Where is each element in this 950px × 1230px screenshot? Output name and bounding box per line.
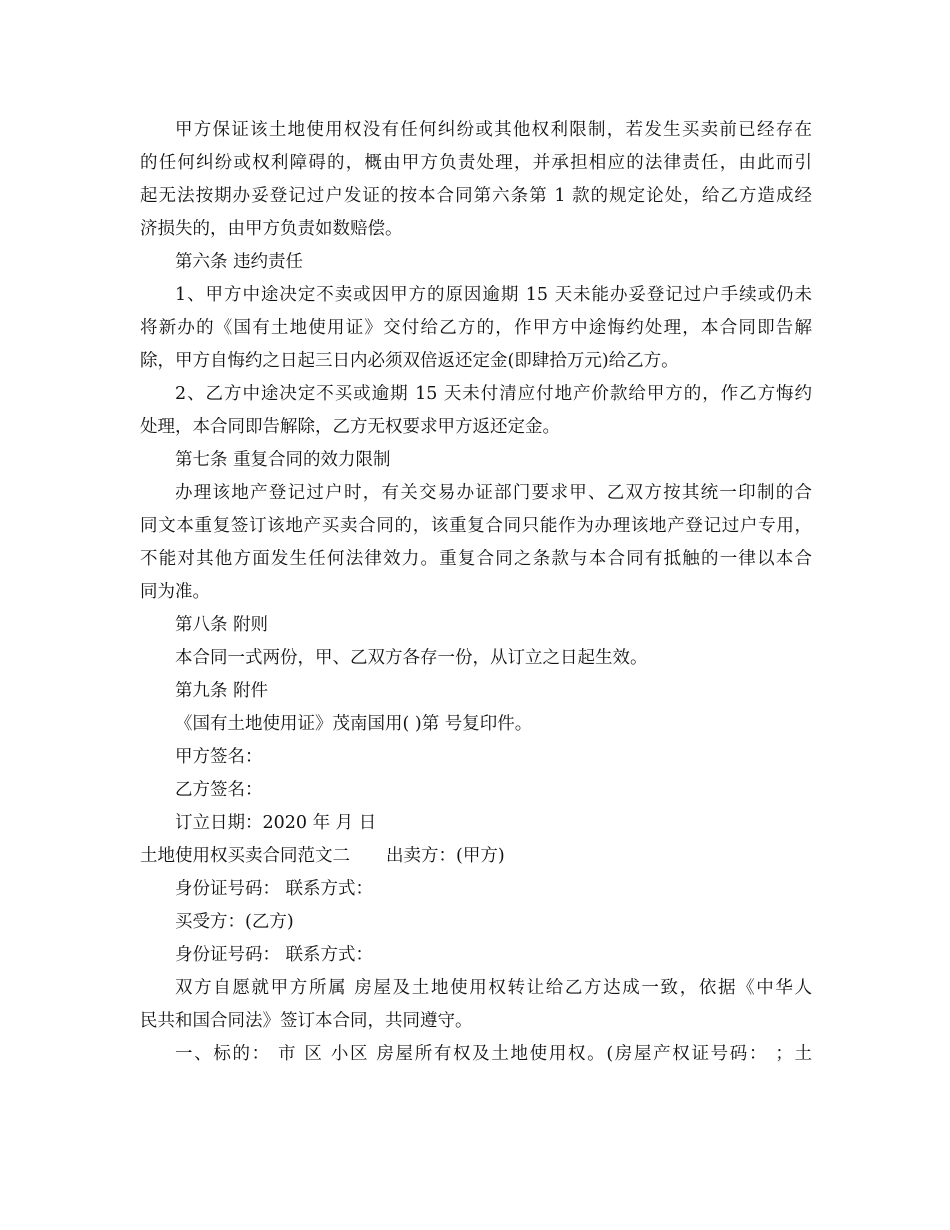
paragraph-line: 将新办的《国有土地使用证》交付给乙方的，作甲方中途悔约处理，本合同即告解 [140, 318, 812, 338]
paragraph-line: 不能对其他方面发生任何法律效力。重复合同之条款与本合同有抵触的一律以本合 [140, 549, 812, 569]
paragraph-line: 身份证号码： 联系方式： [175, 879, 374, 899]
paragraph-line: 处理，本合同即告解除，乙方无权要求甲方返还定金。 [140, 417, 560, 437]
section-heading: 第九条 附件 [175, 681, 269, 701]
paragraph-line: 同文本重复签订该地产买卖合同的，该重复合同只能作为办理该地产登记过户专用， [140, 516, 812, 536]
paragraph-line: 《国有土地使用证》茂南国用( )第 号复印件。 [175, 714, 533, 734]
section-heading: 第六条 违约责任 [175, 252, 304, 272]
signature-line: 乙方签名： [175, 780, 263, 800]
paragraph-line: 同为准。 [140, 582, 210, 602]
paragraph-line: 身份证号码： 联系方式： [175, 945, 374, 965]
paragraph-line: 1、甲方中途决定不卖或因甲方的原因逾期 15 天未能办妥登记过户手续或仍未 [175, 285, 812, 305]
paragraph-line: 2、乙方中途决定不买或逾期 15 天未付清应付地产价款给甲方的，作乙方悔约 [175, 384, 812, 404]
paragraph-line: 的任何纠纷或权利障碍的，概由甲方负责处理，并承担相应的法律责任，由此而引 [140, 153, 812, 173]
paragraph-line: 甲方保证该土地使用权没有任何纠纷或其他权利限制，若发生买卖前已经存在 [175, 120, 812, 140]
paragraph-line: 济损失的，由甲方负责如数赔偿。 [140, 219, 403, 239]
seller-label: 出卖方：(甲方) [386, 846, 505, 866]
date-line: 订立日期：2020 年 月 日 [175, 813, 377, 833]
document-body [140, 114, 812, 1071]
paragraph-line: 一、标的： 市 区 小区 房屋所有权及土地使用权。(房屋产权证号码： ；土 [175, 1044, 812, 1064]
paragraph-line: 本合同一式两份，甲、乙双方各存一份，从订立之日起生效。 [175, 648, 648, 668]
section-heading: 第七条 重复合同的效力限制 [175, 450, 391, 470]
paragraph-line: 办理该地产登记过户时，有关交易办证部门要求甲、乙双方按其统一印制的合 [175, 483, 812, 503]
paragraph-line: 双方自愿就甲方所属 房屋及土地使用权转让给乙方达成一致，依据《中华人 [175, 978, 812, 998]
paragraph-line: 买受方：(乙方) [175, 912, 294, 932]
paragraph-line: 除，甲方自悔约之日起三日内必须双倍返还定金(即肆拾万元)给乙方。 [140, 351, 679, 371]
contract-title-line [140, 840, 812, 873]
paragraph-line: 民共和国合同法》签订本合同，共同遵守。 [140, 1011, 473, 1031]
section-heading: 第八条 附则 [175, 615, 269, 635]
contract-title: 土地使用权买卖合同范文二 [140, 846, 350, 866]
paragraph-line: 起无法按期办妥登记过户发证的按本合同第六条第 1 款的规定论处，给乙方造成经 [140, 186, 812, 206]
signature-line: 甲方签名： [175, 747, 263, 767]
